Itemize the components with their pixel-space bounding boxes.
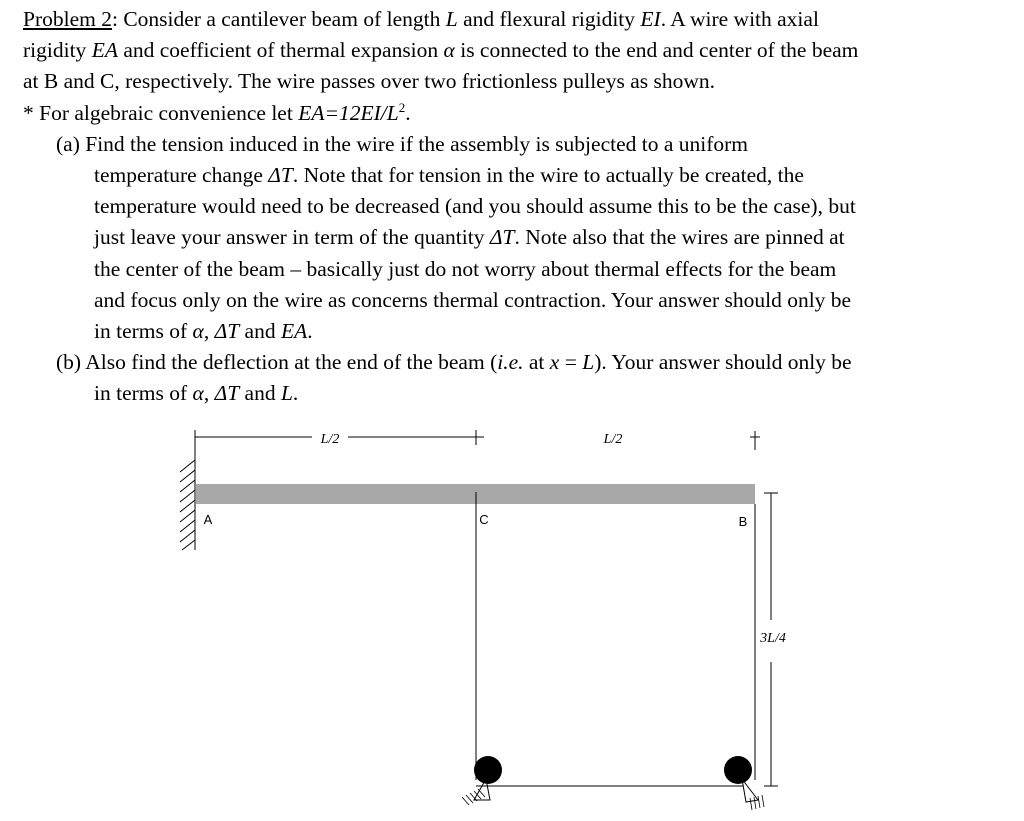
math-symbol: i.e. bbox=[497, 350, 524, 375]
part-a-line-5: the center of the beam – basically just do not worry about thermal effects for the beam bbox=[94, 256, 837, 281]
part-b-line-1-text: Also find the deflection at the end of the beam (i.e. at x = L). Your answer should only be bbox=[85, 350, 852, 375]
math-symbol: EA bbox=[280, 319, 308, 344]
intro-line-2: rigidity EA and coefficient of thermal expansion α is connected to the end and center of the beam bbox=[23, 38, 859, 63]
part-a-line-7: in terms of α, ΔT and EA. bbox=[94, 319, 313, 344]
hatch-6 bbox=[180, 510, 195, 522]
hatch-2 bbox=[180, 470, 195, 482]
pulley-left-wheel bbox=[474, 756, 502, 784]
pulley-right bbox=[724, 756, 764, 810]
part-b-label: (b) bbox=[56, 350, 82, 375]
math-symbol: α bbox=[192, 381, 204, 406]
fixed-wall bbox=[180, 455, 195, 550]
superscript: 2 bbox=[398, 99, 406, 115]
hatch-7 bbox=[180, 520, 195, 532]
math-symbol: α bbox=[192, 319, 204, 344]
pulley-right-wheel bbox=[724, 756, 752, 784]
pulley-left bbox=[462, 756, 502, 805]
wire bbox=[476, 492, 755, 786]
math-symbol: EA=12EI/L bbox=[298, 100, 399, 125]
hatch-8 bbox=[180, 530, 195, 542]
pulley-left-hatch bbox=[462, 789, 485, 805]
part-b-line-2: in terms of α, ΔT and L. bbox=[94, 381, 299, 406]
math-symbol: α bbox=[443, 38, 455, 63]
hatch-4 bbox=[180, 490, 195, 502]
math-symbol: EA bbox=[91, 38, 118, 63]
intro-line-1-text: : Consider a cantilever beam of length L and flexural rigidity EI. A wire with axial bbox=[111, 7, 819, 31]
math-symbol: L bbox=[445, 7, 458, 31]
part-a-line-3: temperature would need to be decreased (and you should assume this to be the case), but bbox=[94, 194, 856, 219]
part-a-label: (a) bbox=[56, 131, 80, 156]
pulley-right-hatch bbox=[750, 795, 764, 810]
problem-title: Problem 2 bbox=[23, 7, 112, 31]
math-symbol: L bbox=[280, 381, 293, 406]
math-symbol: ΔT bbox=[489, 225, 515, 250]
hatch-1 bbox=[180, 460, 195, 472]
part-a-line-4: just leave your answer in term of the quantity ΔT. Note also that the wires are pinned at bbox=[94, 225, 845, 250]
intro-line-3: at B and C, respectively. The wire passes over two frictionless pulleys as shown. bbox=[23, 69, 716, 94]
part-a-line-1-text: Find the tension induced in the wire if the assembly is subjected to a uniform bbox=[79, 131, 749, 156]
part-a-line-2: temperature change ΔT. Note that for tension in the wire to actually be created, the bbox=[94, 163, 804, 188]
intro-line-4: * For algebraic convenience let $EA=12EI/L^2$. bbox=[23, 99, 411, 125]
hatch-5 bbox=[180, 500, 195, 512]
math-symbol: ΔT bbox=[268, 163, 293, 188]
math-symbol: x bbox=[549, 350, 560, 375]
math-symbol: L bbox=[582, 350, 595, 375]
dim-label-vertical: 3L/4 bbox=[760, 631, 786, 646]
hatch-9 bbox=[182, 540, 195, 550]
part-a-line-6: and focus only on the wire as concerns thermal contraction. Your answer should only be bbox=[94, 287, 852, 312]
top-dimension bbox=[195, 430, 760, 468]
point-label-c: C bbox=[479, 512, 489, 527]
dim-label-left: L/2 bbox=[320, 432, 340, 447]
math-symbol: EI bbox=[640, 7, 661, 31]
dim-label-right: L/2 bbox=[603, 432, 623, 447]
point-label-b: B bbox=[738, 514, 748, 529]
math-symbol: ΔT bbox=[214, 381, 240, 406]
math-symbol: ΔT bbox=[214, 319, 240, 344]
hatch-3 bbox=[180, 480, 195, 492]
point-label-a: A bbox=[203, 512, 213, 527]
